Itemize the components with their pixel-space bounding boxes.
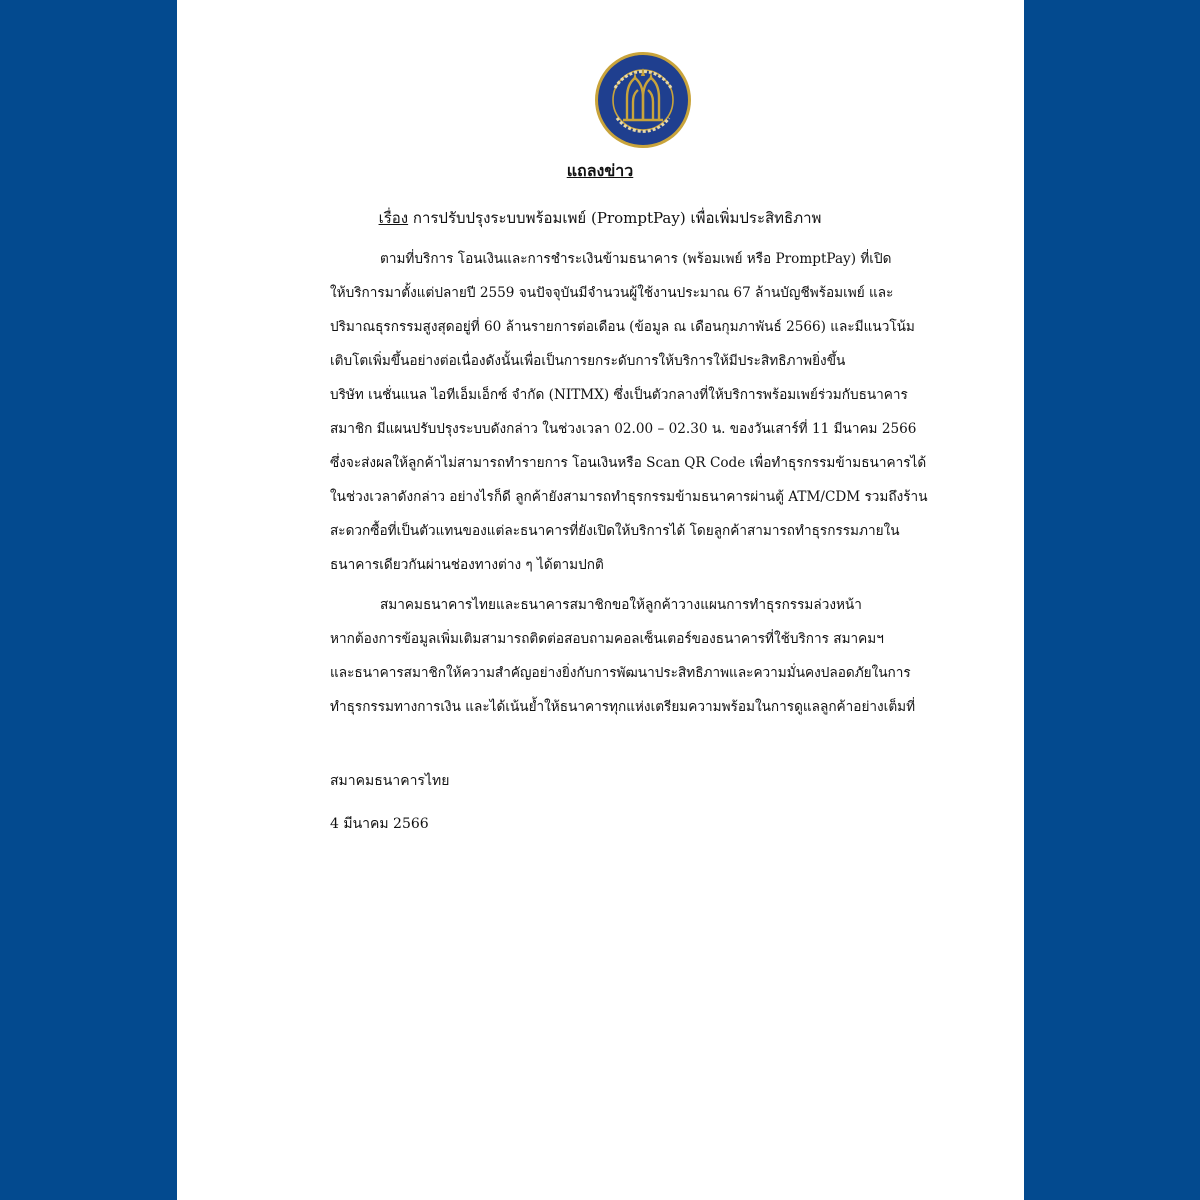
paragraph-line: สมาชิก มีแผนปรับปรุงระบบดังกล่าว ในช่วงเวลา 02.00 – 02.30 น. ของวันเสาร์ที่ 11 มีนาคม 2566: [330, 421, 917, 437]
signature-date: 4 มีนาคม 2566: [330, 816, 429, 832]
subject-line: [0, 206, 1200, 230]
paragraph-line: ซึ่งจะส่งผลให้ลูกค้าไม่สามารถทำรายการ โอนเงินหรือ Scan QR Code เพื่อทำธุรกรรมข้ามธนาคารได้: [330, 455, 927, 471]
paragraph-line: หากต้องการข้อมูลเพิ่มเติมสามารถติดต่อสอบถามคอลเซ็นเตอร์ของธนาคารที่ใช้บริการ สมาคมฯ: [330, 631, 884, 647]
press-release-heading: แถลงข่าว: [566, 161, 634, 180]
body-paragraph-1: [330, 242, 955, 582]
paragraph-line: ในช่วงเวลาดังกล่าว อย่างไรก็ดี ลูกค้ายังสามารถทำธุรกรรมข้ามธนาคารผ่านตู้ ATM/CDM รวมถึงร้าน: [330, 489, 928, 505]
subject-text: การปรับปรุงระบบพร้อมเพย์ (PromptPay) เพื่อเพิ่มประสิทธิภาพ: [408, 209, 822, 227]
paragraph-line: บริษัท เนชั่นแนล ไอทีเอ็มเอ็กซ์ จำกัด (NITMX) ซึ่งเป็นตัวกลางที่ให้บริการพร้อมเพย์ร่วมกับธนาคาร: [330, 387, 908, 403]
body-paragraph-2: [330, 588, 955, 724]
paragraph-line: ทำธุรกรรมทางการเงิน และได้เน้นย้ำให้ธนาคารทุกแห่งเตรียมความพร้อมในการดูแลลูกค้าอย่างเต็มที่: [330, 699, 916, 715]
signature-organization: สมาคมธนาคารไทย: [330, 773, 450, 789]
thai-bankers-association-seal-icon: [593, 50, 693, 150]
paragraph-line: เติบโตเพิ่มขึ้นอย่างต่อเนื่องดังนั้นเพื่อเป็นการยกระดับการให้บริการให้มีประสิทธิภาพยิ่งขึ้น: [330, 353, 846, 369]
paragraph-line: ธนาคารเดียวกันผ่านช่องทางต่าง ๆ ได้ตามปกติ: [330, 557, 604, 573]
paragraph-line: สะดวกซื้อที่เป็นตัวแทนของแต่ละธนาคารที่ยังเปิดให้บริการได้ โดยลูกค้าสามารถทำธุรกรรมภายใน: [330, 523, 900, 539]
paragraph-line: สมาคมธนาคารไทยและธนาคารสมาชิกขอให้ลูกค้าวางแผนการทำธุรกรรมล่วงหน้า: [380, 597, 862, 613]
paragraph-line: และธนาคารสมาชิกให้ความสำคัญอย่างยิ่งกับการพัฒนาประสิทธิภาพและความมั่นคงปลอดภัยในการ: [330, 665, 911, 681]
paragraph-line: ตามที่บริการ โอนเงินและการชำระเงินข้ามธนาคาร (พร้อมเพย์ หรือ PromptPay) ที่เปิด: [380, 251, 892, 267]
paragraph-line: ให้บริการมาตั้งแต่ปลายปี 2559 จนปัจจุบันมีจำนวนผู้ใช้งานประมาณ 67 ล้านบัญชีพร้อมเพย์ และ: [330, 285, 894, 301]
paragraph-line: ปริมาณธุรกรรมสูงสุดอยู่ที่ 60 ล้านรายการต่อเดือน (ข้อมูล ณ เดือนกุมภาพันธ์ 2566) และมีแนวโน้ม: [330, 319, 915, 335]
subject-label: เรื่อง: [378, 209, 409, 227]
